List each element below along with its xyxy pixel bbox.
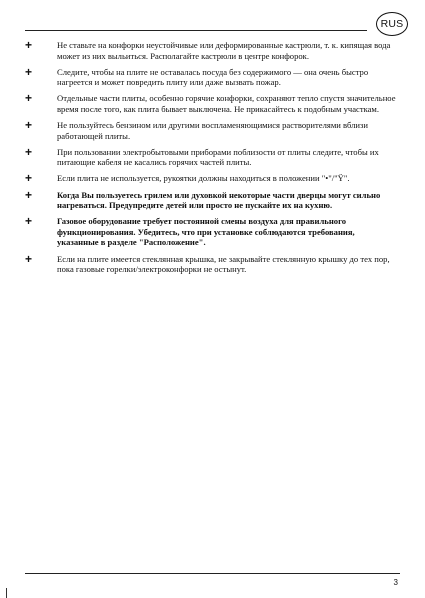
list-item — [0, 251, 425, 275]
plus-bullet-icon: + — [25, 38, 33, 52]
plus-bullet-icon: + — [25, 118, 33, 133]
list-item-text: Если плита не используется, рукоятки должны находиться в положении "•"/"Ÿ". — [57, 173, 350, 184]
list-item-text: При пользовании электробытовыми приборами поблизости от плиты следите, чтобы их питающие кабеля не касались горячих частей плиты. — [57, 146, 379, 168]
plus-bullet-icon: + — [25, 144, 33, 159]
plus-bullet-icon: + — [25, 171, 33, 186]
plus-bullet-icon: + — [25, 214, 33, 229]
crop-mark — [6, 588, 7, 598]
list-item — [0, 173, 425, 184]
header-rule — [25, 30, 367, 31]
list-item-text: Если на плите имеется стеклянная крышка, не закрывайте стеклянную крышку до тех пор, пока газовые горелки/электроконфорки не остынут. — [57, 253, 390, 275]
plus-bullet-icon: + — [25, 187, 33, 202]
language-badge: RUS — [376, 12, 408, 36]
list-item-text: Не пользуйтесь бензином или другими воспламеняющимися растворителями вблизи работающей плиты. — [57, 120, 368, 141]
list-item-text: Следите, чтобы на плите не оставалась посуда без содержимого — она очень быстро нагреется и может повредить плиту или даже вызвать пожар. — [57, 66, 369, 88]
list-item — [0, 93, 425, 114]
list-item — [0, 120, 425, 141]
list-item-text: Когда Вы пользуетесь грилем или духовкой некоторые части дверцы могут сильно нагреваться. Предупредите детей или просто не пускайте их на кухню. — [57, 189, 381, 211]
list-item-text: Газовое оборудование требует постоянной смены воздуха для правильного функционирования. Убедитесь, что при установке соблюдаются требования, указанные в разделе "Расположение". — [57, 216, 355, 248]
plus-bullet-icon: + — [25, 251, 33, 266]
list-item — [0, 187, 425, 211]
page-number: 3 — [393, 578, 398, 587]
list-item-text: Отдельные части плиты, особенно горячие конфорки, сохраняют тепло спустя значительное время после того, как плита бывает выключена. Не прикасайтесь к подобным участкам. — [57, 93, 396, 114]
footer-rule — [25, 573, 400, 574]
plus-bullet-icon: + — [25, 91, 33, 106]
list-item-text: Не ставьте на конфорки неустойчивые или деформированные кастрюли, т. к. кипящая вода может из них выльиться. Располагайте кастрюли в центре конфорок. — [57, 40, 391, 61]
list-item — [0, 64, 425, 88]
list-item — [0, 40, 425, 61]
list-item — [0, 144, 425, 168]
list-item — [0, 216, 425, 248]
plus-bullet-icon: + — [25, 64, 33, 79]
safety-instructions-list — [0, 40, 425, 280]
